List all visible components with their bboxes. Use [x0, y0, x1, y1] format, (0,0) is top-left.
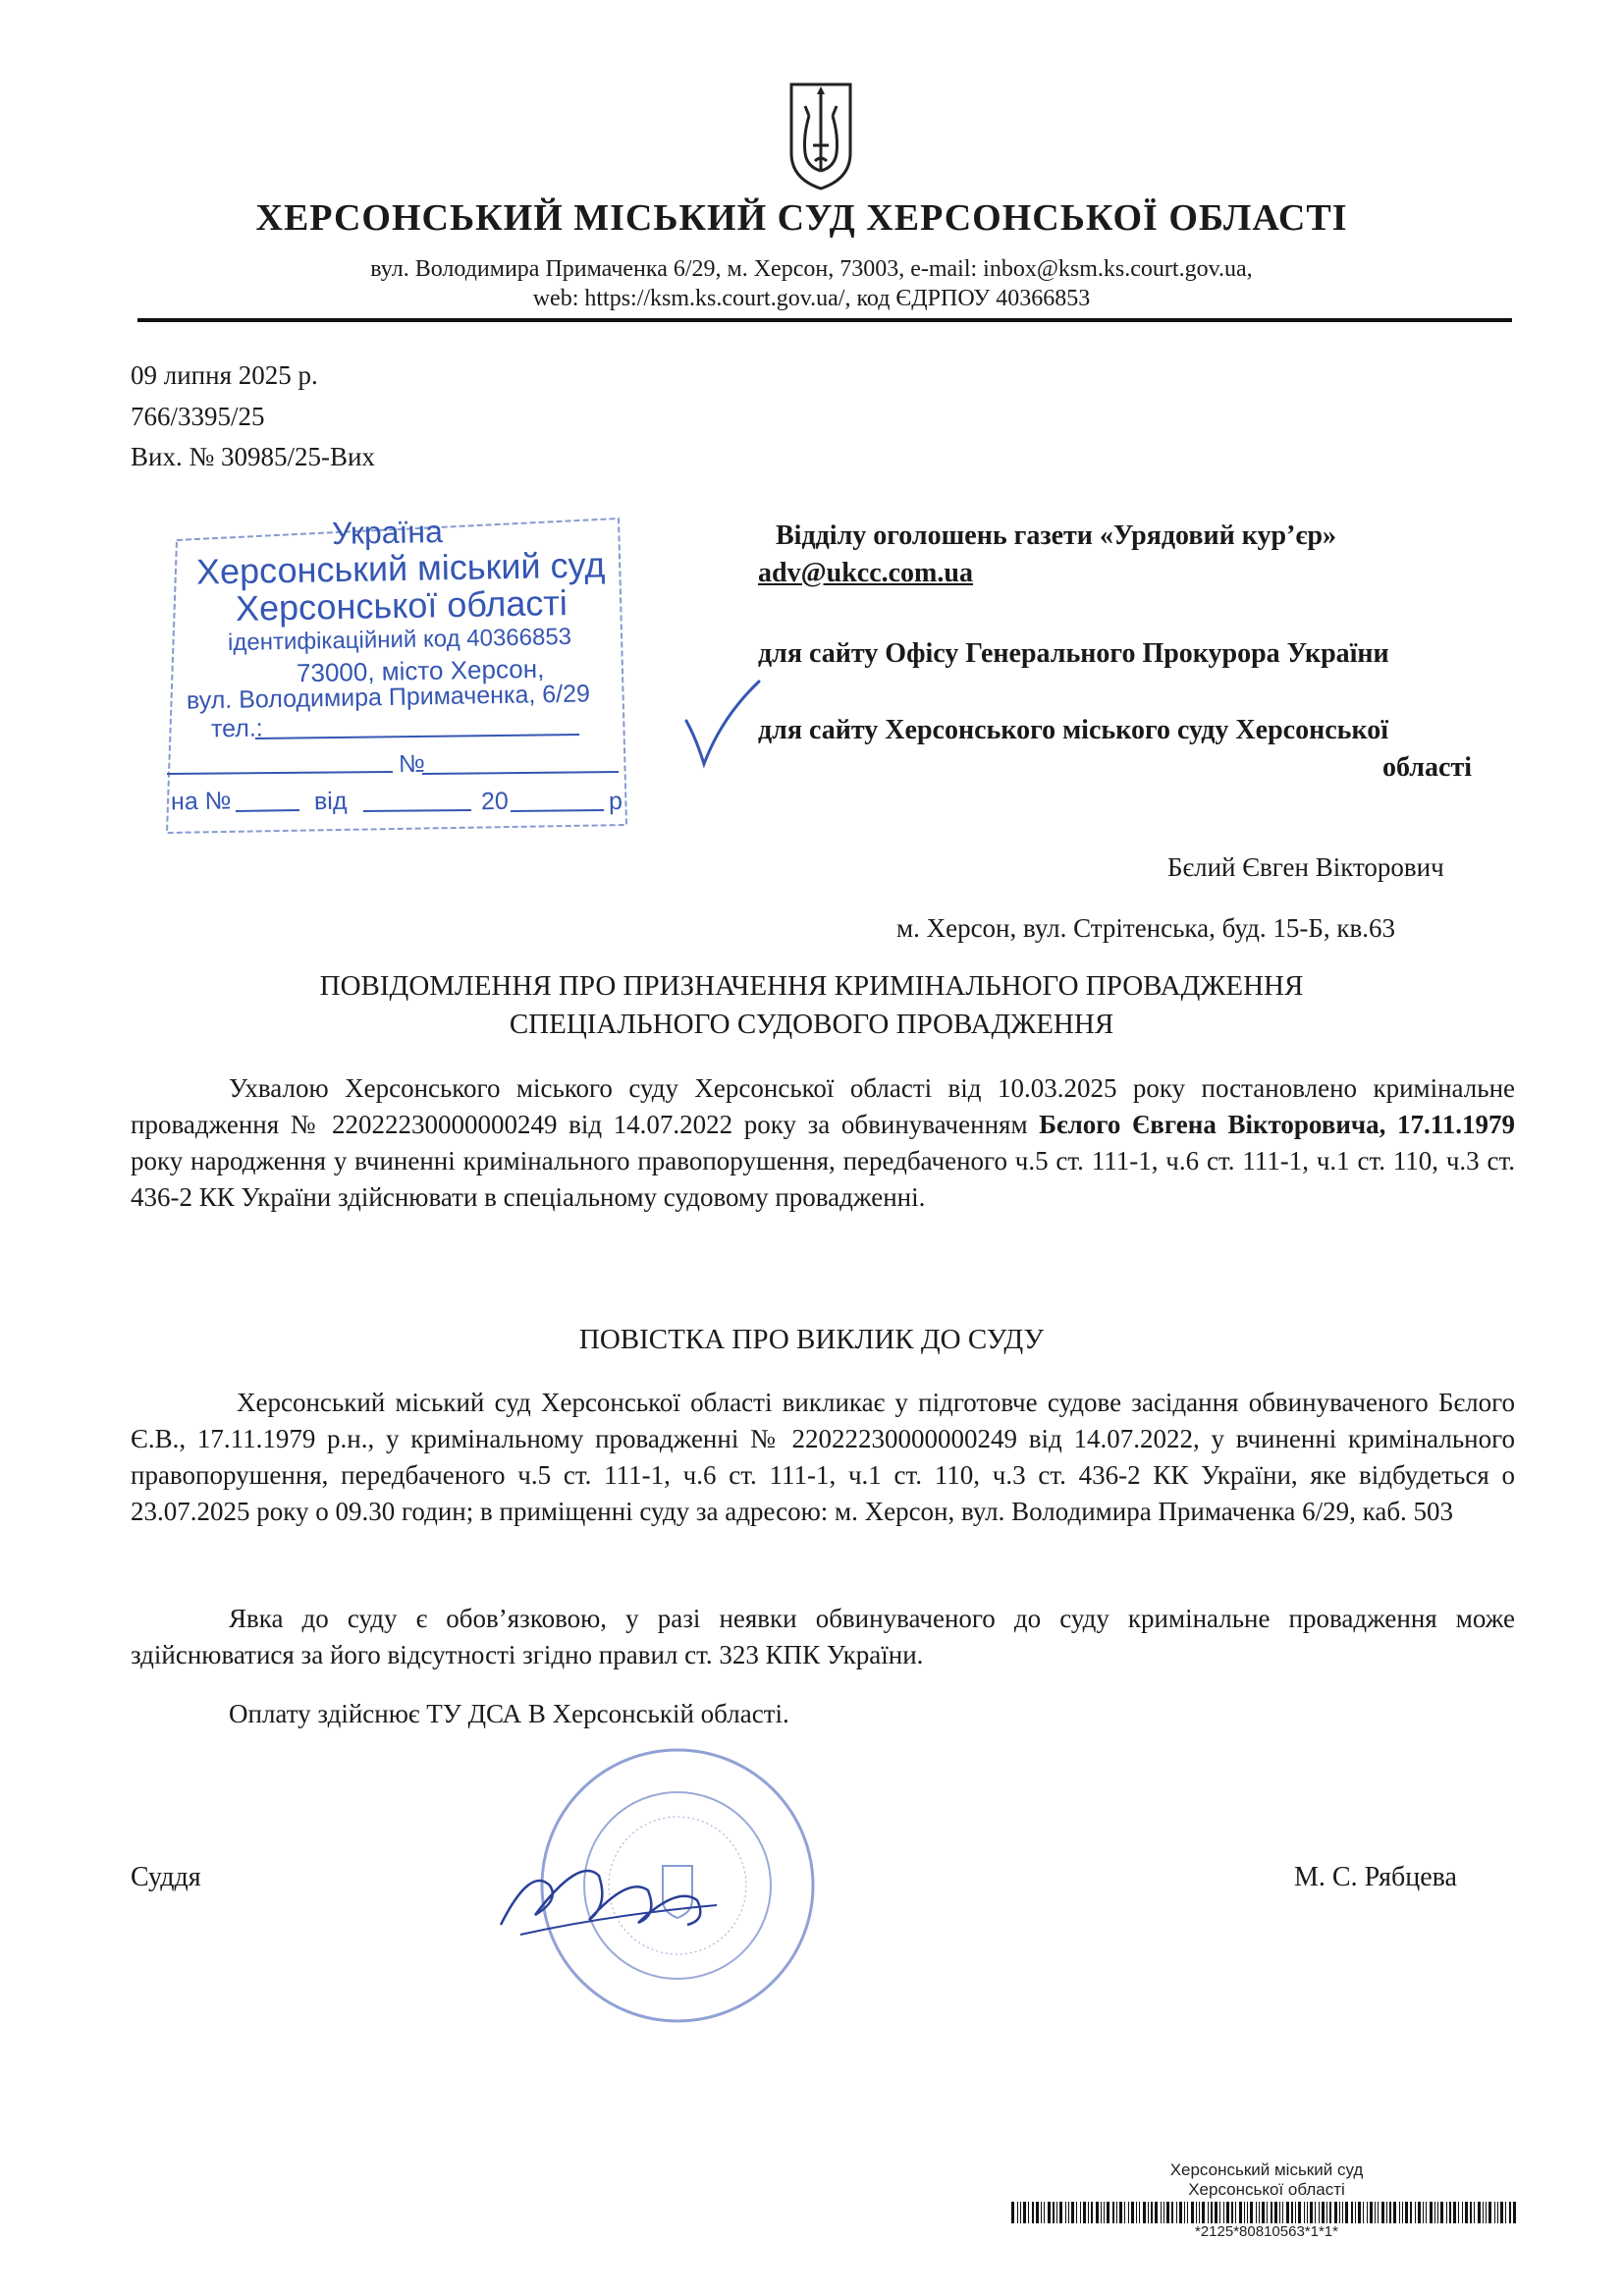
notice-title-line2: СПЕЦІАЛЬНОГО СУДОВОГО ПРОВАДЖЕННЯ — [509, 1009, 1114, 1040]
summons-paragraph-3 — [131, 1696, 1515, 1732]
summons-paragraph-1 — [131, 1385, 1515, 1530]
stamp-id-code: ідентифікаційний код 40366853 — [227, 623, 572, 657]
stamp-year-prefix: 20 — [480, 787, 510, 816]
stamp-number-label: № — [398, 749, 426, 779]
barcode-number: *2125*80810563*1*1* — [1195, 2223, 1338, 2240]
registration-stamp — [157, 511, 638, 835]
addressee-court-site-cont: області — [1382, 752, 1472, 783]
summons-title: ПОВІСТКА ПРО ВИКЛИК ДО СУДУ — [578, 1324, 1045, 1355]
notice-title-line1: ПОВІДОМЛЕННЯ ПРО ПРИЗНАЧЕННЯ КРИМІНАЛЬНОГО ПРОВАДЖЕННЯ — [319, 970, 1304, 1002]
outgoing-number: Вих. № 30985/25-Вих — [131, 442, 375, 471]
barcode-court-line1: Херсонський міський суд — [1169, 2160, 1364, 2179]
stamp-country: Україна — [331, 514, 444, 551]
court-address-line2: web: https://ksm.ks.court.gov.ua/, код ЄДРПОУ 40366853 — [532, 286, 1091, 311]
summons-text-3: Оплату здійснює ТУ ДСА В Херсонській області. — [229, 1699, 789, 1728]
stamp-city: 73000, місто Херсон, — [296, 653, 545, 688]
coat-of-arms-icon — [785, 77, 856, 194]
checkmark-icon — [682, 678, 761, 776]
addressee-newspaper: Відділу оголошень газети «Урядовий кур’єр» — [776, 520, 1337, 551]
case-number: 766/3395/25 — [131, 402, 265, 431]
summons-paragraph-2 — [131, 1601, 1515, 1673]
barcode-icon — [1011, 2202, 1522, 2223]
addressee-court-site: для сайту Херсонського міського суду Херсонської — [758, 715, 1388, 745]
court-name: ХЕРСОНСЬКИЙ МІСЬКИЙ СУД ХЕРСОНСЬКОЇ ОБЛАСТІ — [255, 197, 1348, 239]
notice-text-a: Ухвалою Херсонського міського суду Херсонської області від 10.03.2025 року постановлено кримінальне провадження № 22022230000000249 від 14.07.2022 року за обвинуваченням — [131, 1073, 1515, 1139]
notice-text-b: року народження у вчиненні кримінального правопорушення, передбаченого ч.5 ст. 111-1, ч.6 ст. 111-1, ч.1 ст. 110, ч.3 ст. 436-2 КК України здійснювати в спеціальному судовому провадженні. — [131, 1146, 1515, 1212]
judge-name: М. С. Рябцева — [1294, 1862, 1457, 1892]
barcode-court-line2: Херсонської області — [1188, 2180, 1345, 2199]
notice-paragraph — [131, 1070, 1515, 1216]
summons-text-1: Херсонський міський суд Херсонської області викликає у підготовче судове засідання обвинуваченого Бєлого Є.В., 17.11.1979 р.н., у кримінальному провадженні № 22022230000000249 від 14.07.2022, у вчиненні кримінального правопорушення, передбаченого ч.5 ст. 111-1, ч.6 ст. 111-1, ч.1 ст. 110, ч.3 ст. 436-2 КК України, яке відбудеться о 23.07.2025 року о 09.30 годин; в приміщенні суду за адресою: м. Херсон, вул. Володимира Примаченка 6/29, каб. 503 — [131, 1388, 1515, 1526]
addressee-prosecutor-site: для сайту Офісу Генерального Прокурора України — [758, 638, 1389, 669]
recipient-address: м. Херсон, вул. Стрітенська, буд. 15-Б, кв.63 — [896, 913, 1395, 943]
signature-role: Суддя — [131, 1862, 201, 1892]
stamp-street: вул. Володимира Примаченка, 6/29 — [186, 680, 591, 715]
recipient-name: Бєлий Євген Вікторович — [1167, 852, 1444, 882]
summons-text-2: Явка до суду є обов’язковою, у разі неявки обвинуваченого до суду кримінальне провадження може здійснюватися за його відсутності згідно правил ст. 323 КПК України. — [131, 1604, 1515, 1669]
addressee-newspaper-email[interactable]: adv@ukcc.com.ua — [758, 558, 973, 588]
court-address-line1: вул. Володимира Примаченка 6/29, м. Херсон, 73003, e-mail: inbox@ksm.ks.court.gov.ua, — [370, 256, 1253, 282]
stamp-court-line2: Херсонської області — [235, 582, 568, 629]
stamp-tel-label: тел.: — [210, 714, 263, 743]
stamp-vid-label: від — [313, 787, 348, 816]
registration-barcode-block — [1011, 2160, 1522, 2240]
stamp-court-line1: Херсонський міський суд — [195, 544, 606, 592]
header-divider — [137, 318, 1512, 322]
stamp-year-suffix: р — [608, 787, 623, 816]
stamp-na-label: на № — [170, 787, 232, 816]
document-date: 09 липня 2025 р. — [131, 360, 318, 390]
defendant-name: Бєлого Євгена Вікторовича, 17.11.1979 — [1039, 1110, 1515, 1139]
judge-signature — [491, 1846, 736, 1954]
